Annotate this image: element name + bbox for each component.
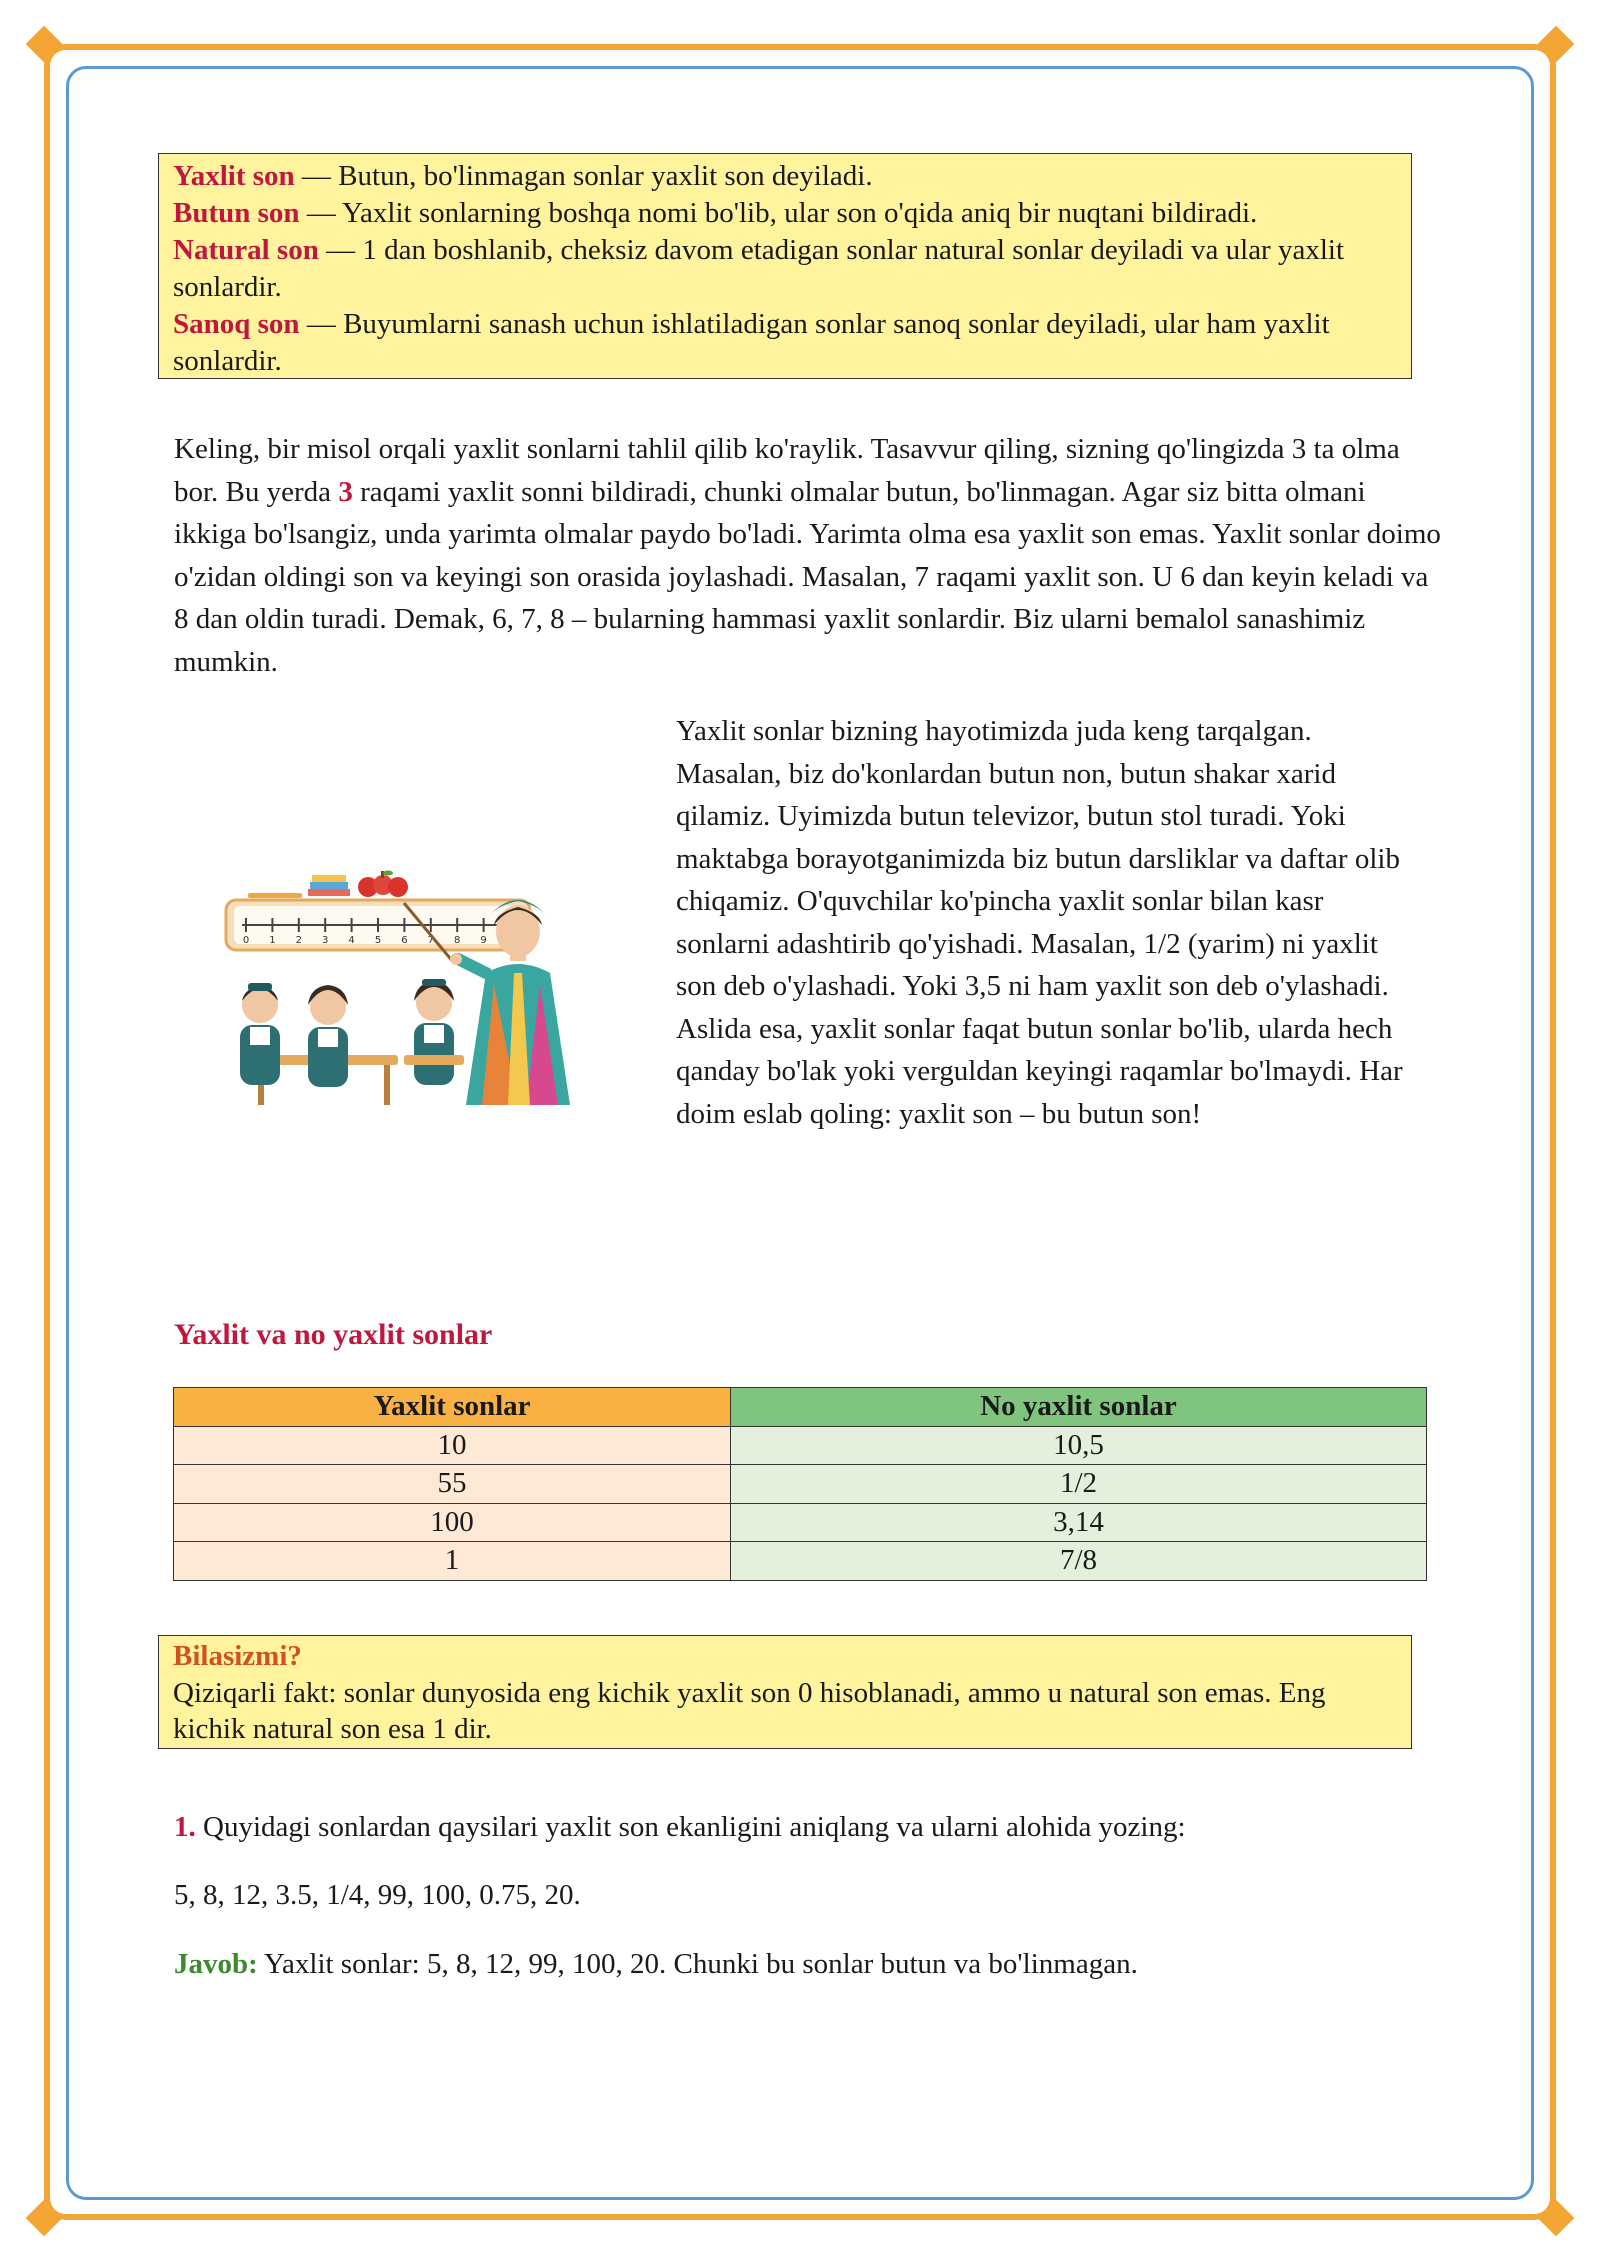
definition-text: — Yaxlit sonlarning boshqa nomi bo'lib, ular son o'qida aniq bir nuqtani bildiradi.: [299, 197, 1258, 229]
ruler-tick-label: 8: [454, 935, 461, 946]
header-whole-numbers: Yaxlit sonlar: [174, 1388, 731, 1427]
intro-text-end: raqami yaxlit sonni bildiradi, chunki olmalar butun, bo'linmagan. Agar siz bitta olmani ikkiga bo'lsangiz, unda yarimta olmalar paydo bo'ladi. Yarimta olma esa yaxlit son emas. Yaxlit sonlar doimo o'zidan oldingi son va keyingi son orasida joylashadi. Masalan, 7 raqami yaxlit son. U 6 dan keyin keladi va 8 dan oldin turadi. Demak, 6, 7, 8 – bularning hammasi yaxlit sonlardir. Biz ularni bemalol sanashimiz mumkin.: [174, 475, 1441, 678]
pencil-icon: [248, 893, 302, 898]
definition-text: — Buyumlarni sanash uchun ishlatiladigan sonlar sanoq sonlar deyiladi, ular ham yaxlit sonlardir.: [173, 308, 1330, 377]
ruler-tick-label: 4: [348, 935, 355, 946]
ruler-tick-label: 1: [269, 935, 276, 946]
definition-term: Natural son: [173, 234, 319, 266]
classroom-illustration: [218, 855, 650, 1110]
side-paragraph: Yaxlit sonlar bizning hayotimizda juda keng tarqalgan. Masalan, biz do'konlardan butun non, butun shakar xarid qilamiz. Uyimizda butun televizor, butun stol turadi. Yoki maktabga borayotganimizda biz butun darsliklar va daftar olib chiqamiz. O'quvchilar ko'pincha yaxlit sonlar bilan kasr sonlarni adashtirib qo'yishadi. Masalan, 1/2 (yarim) ni yaxlit son deb o'ylashadi. Yoki 3,5 ni ham yaxlit son deb o'ylashadi. Aslida esa, yaxlit sonlar faqat butun sonlar bo'lib, ularda hech qanday bo'lak yoki verguldan keyingi raqamlar bo'lmaydi. Har doim eslab qoling: yaxlit son – bu butun son!: [676, 715, 1403, 1130]
fun-fact-text: Qiziqarli fakt: sonlar dunyosida eng kichik yaxlit son 0 hisoblanadi, ammo u natural son emas. Eng kichik natural son esa 1 dir.: [173, 1676, 1326, 1745]
definition-item: [173, 195, 1397, 232]
intro-text-start: Keling, bir misol orqali yaxlit sonlarni tahlil qilib ko'raylik. Tasavvur qiling, sizning qo'lingizda 3 ta olma bor. Bu yerda: [174, 433, 1400, 508]
definition-term: Butun son: [173, 197, 300, 229]
exercise-answer: [174, 1944, 1138, 1984]
table-header-row: [174, 1388, 1427, 1427]
intro-paragraph: [174, 428, 1444, 683]
answer-text: Yaxlit sonlar: 5, 8, 12, 99, 100, 20. Chunki bu sonlar butun va bo'linmagan.: [257, 1948, 1138, 1980]
definition-term: Sanoq son: [173, 308, 300, 340]
answer-label: Javob:: [174, 1948, 258, 1980]
student-figure: [240, 983, 280, 1085]
exercise-number: 1.: [174, 1811, 196, 1843]
definition-text: — 1 dan boshlanib, cheksiz davom etadigan sonlar natural sonlar deyiladi va ular yaxlit sonlardir.: [173, 234, 1345, 303]
exercise-question: [174, 1807, 1186, 1847]
section-title: Yaxlit va no yaxlit sonlar: [174, 1318, 493, 1351]
exercise-question-text: Quyidagi sonlardan qaysilari yaxlit son ekanligini aniqlang va ularni alohida yozing:: [195, 1811, 1186, 1843]
ruler-tick-label: 3: [322, 935, 329, 946]
ruler-tick-label: 5: [374, 935, 382, 946]
definitions-box: [158, 153, 1412, 379]
ruler-tick-label: 7: [427, 935, 434, 946]
comparison-table: [173, 1387, 1427, 1581]
apples-icon: [358, 871, 408, 898]
definition-text: — Butun, bo'linmagan sonlar yaxlit son deyiladi.: [294, 160, 873, 192]
intro-highlight-number: 3: [338, 475, 353, 508]
fun-fact-title: Bilasizmi?: [173, 1640, 302, 1672]
definition-item: [173, 306, 1397, 380]
table-cell: 1/2: [730, 1465, 1426, 1504]
definition-term: Yaxlit son: [173, 160, 295, 192]
table-cell: 100: [174, 1503, 731, 1542]
desk: [404, 1055, 464, 1065]
table-row: [174, 1426, 1427, 1465]
table-cell: 55: [174, 1465, 731, 1504]
definition-item: [173, 158, 1397, 195]
table-cell: 1: [174, 1542, 731, 1581]
ruler-tick-label: 9: [480, 935, 487, 946]
student-figure: [414, 979, 454, 1085]
table-cell: 3,14: [730, 1503, 1426, 1542]
ruler-tick-label: 6: [401, 935, 408, 946]
fun-fact-box: [158, 1635, 1412, 1749]
books-icon: [308, 875, 350, 896]
header-non-whole-numbers: No yaxlit sonlar: [730, 1388, 1426, 1427]
definition-item: [173, 232, 1397, 306]
exercise-numbers: 5, 8, 12, 3.5, 1/4, 99, 100, 0.75, 20.: [174, 1879, 581, 1911]
student-figure: [308, 985, 348, 1087]
table-row: [174, 1542, 1427, 1581]
table-cell: 10,5: [730, 1426, 1426, 1465]
table-row: [174, 1465, 1427, 1504]
table-cell: 10: [174, 1426, 731, 1465]
ruler-tick-label: 2: [295, 935, 302, 946]
ruler-tick-label: 0: [242, 935, 250, 946]
table-cell: 7/8: [730, 1542, 1426, 1581]
table-row: [174, 1503, 1427, 1542]
